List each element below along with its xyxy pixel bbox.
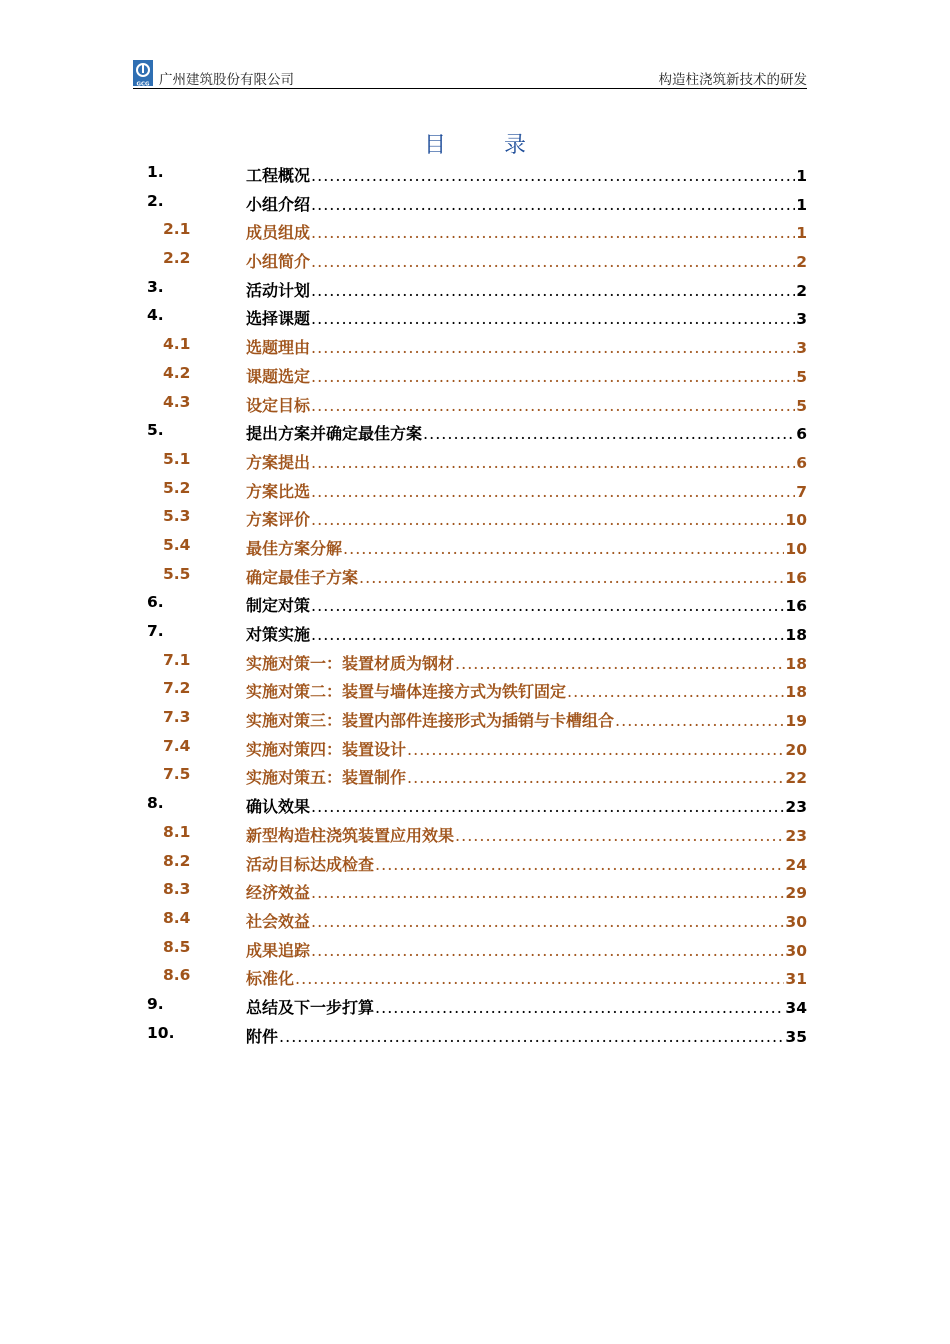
toc-entry-page: 23 bbox=[785, 798, 807, 817]
toc-entry-title: 实施对策四：装置设计 bbox=[246, 739, 407, 759]
toc-entry-number: 7.4 bbox=[163, 736, 191, 755]
toc-entry[interactable] bbox=[145, 732, 807, 761]
toc-dot-leader bbox=[375, 998, 784, 1017]
toc-entry-line bbox=[246, 220, 807, 243]
toc-entry-page: 30 bbox=[785, 912, 807, 931]
toc-entry-title: 标准化 bbox=[246, 969, 295, 989]
toc-dot-leader bbox=[567, 682, 784, 701]
toc-entry-number: 2. bbox=[147, 191, 164, 210]
toc-entry-line bbox=[246, 393, 807, 416]
toc-entry[interactable] bbox=[145, 560, 807, 589]
toc-entry-page: 24 bbox=[785, 855, 807, 874]
toc-entry-page: 34 bbox=[785, 998, 807, 1017]
toc-heading-left: 目 bbox=[423, 133, 446, 158]
toc-entry[interactable] bbox=[145, 1019, 807, 1048]
toc-entry-page: 1 bbox=[796, 224, 807, 243]
toc-entry-line bbox=[246, 249, 807, 272]
toc-entry-line bbox=[246, 192, 807, 215]
toc-entry-page: 20 bbox=[785, 740, 807, 759]
toc-dot-leader bbox=[279, 1027, 784, 1046]
toc-entry-page: 6 bbox=[796, 453, 807, 472]
toc-entry-number: 2.2 bbox=[163, 249, 191, 268]
toc-entry[interactable] bbox=[145, 933, 807, 962]
toc-dot-leader bbox=[311, 252, 795, 271]
toc-entry[interactable] bbox=[145, 961, 807, 990]
toc-entry-number: 8.3 bbox=[163, 880, 191, 899]
toc-entry-number: 7. bbox=[147, 622, 164, 640]
toc-entry-line bbox=[246, 794, 807, 817]
toc-entry-title: 选题理由 bbox=[246, 338, 311, 358]
toc-entry-title: 成果追踪 bbox=[246, 940, 311, 960]
toc-dot-leader bbox=[407, 740, 784, 759]
toc-dot-leader bbox=[455, 654, 784, 673]
toc-entry-line bbox=[246, 823, 807, 846]
toc-entry[interactable] bbox=[145, 301, 807, 330]
toc-entry-number: 1. bbox=[147, 163, 164, 181]
toc-entry-line bbox=[246, 479, 807, 502]
toc-entry-line bbox=[246, 938, 807, 961]
toc-entry-page: 2 bbox=[796, 281, 807, 300]
toc-entry[interactable] bbox=[145, 904, 807, 933]
toc-entry-line bbox=[246, 364, 807, 387]
toc-entry-line bbox=[246, 593, 807, 616]
toc-entry-title: 工程概况 bbox=[246, 166, 311, 185]
toc-entry-page: 3 bbox=[796, 339, 807, 358]
toc-entry-page: 5 bbox=[796, 367, 807, 386]
toc-entry-line bbox=[246, 708, 807, 731]
toc-entry-line bbox=[246, 679, 807, 702]
toc-entry-number: 10. bbox=[147, 1023, 175, 1042]
toc-entry-line bbox=[246, 507, 807, 530]
toc-entry-title: 方案提出 bbox=[246, 452, 311, 472]
toc-entry-number: 5.5 bbox=[163, 564, 191, 583]
toc-entry[interactable] bbox=[145, 703, 807, 732]
toc-dot-leader bbox=[311, 338, 795, 357]
toc-entry-line bbox=[246, 852, 807, 875]
toc-entry[interactable] bbox=[145, 502, 807, 531]
toc-entry-title: 选择课题 bbox=[246, 309, 311, 329]
toc-entry-number: 4.3 bbox=[163, 392, 191, 411]
toc-entry-line bbox=[246, 737, 807, 760]
toc-entry-title: 实施对策三：装置内部件连接形式为插销与卡槽组合 bbox=[246, 711, 615, 731]
toc-entry[interactable] bbox=[145, 617, 807, 646]
toc-entry-page: 22 bbox=[785, 769, 807, 788]
toc-dot-leader bbox=[311, 625, 784, 644]
toc-entry-page: 3 bbox=[796, 310, 807, 329]
toc-dot-leader bbox=[311, 453, 795, 472]
toc-entry-title: 确定最佳子方案 bbox=[246, 567, 359, 587]
toc-entry[interactable] bbox=[145, 359, 807, 388]
table-of-contents bbox=[145, 158, 807, 1047]
toc-entry[interactable] bbox=[145, 760, 807, 789]
toc-dot-leader bbox=[311, 797, 784, 816]
toc-entry[interactable] bbox=[145, 445, 807, 474]
toc-entry-line bbox=[246, 1024, 807, 1047]
toc-dot-leader bbox=[423, 424, 795, 443]
toc-entry-page: 18 bbox=[785, 626, 807, 644]
toc-entry-page: 35 bbox=[785, 1027, 807, 1046]
toc-entry-page: 2 bbox=[796, 253, 807, 272]
toc-entry-number: 6. bbox=[147, 593, 164, 612]
toc-entry-number: 7.3 bbox=[163, 708, 191, 727]
toc-entry-title: 经济效益 bbox=[246, 883, 311, 903]
toc-dot-leader bbox=[311, 883, 784, 902]
toc-entry-title: 方案评价 bbox=[246, 510, 311, 530]
toc-entry-number: 3. bbox=[147, 277, 164, 296]
toc-entry-number: 5.1 bbox=[163, 449, 191, 468]
toc-entry[interactable] bbox=[145, 215, 807, 244]
toc-entry-title: 成员组成 bbox=[246, 223, 311, 243]
document-title: 构造柱浇筑新技术的研发 bbox=[658, 72, 807, 88]
toc-entry-title: 实施对策五：装置制作 bbox=[246, 768, 407, 788]
toc-entry-title: 新型构造柱浇筑装置应用效果 bbox=[246, 825, 455, 845]
header-divider bbox=[133, 88, 807, 89]
toc-entry[interactable] bbox=[145, 244, 807, 273]
toc-heading-right: 录 bbox=[504, 133, 527, 158]
toc-dot-leader bbox=[311, 223, 795, 242]
toc-entry[interactable] bbox=[145, 789, 807, 818]
toc-entry-number: 7.5 bbox=[163, 765, 191, 784]
toc-dot-leader bbox=[615, 711, 784, 730]
toc-entry-line bbox=[246, 651, 807, 674]
toc-entry-number: 8. bbox=[147, 794, 164, 813]
toc-entry-number: 5.3 bbox=[163, 507, 191, 526]
toc-dot-leader bbox=[295, 969, 784, 988]
toc-entry-number: 5.4 bbox=[163, 535, 191, 554]
toc-entry-line bbox=[246, 163, 807, 186]
logo-text: GCG bbox=[136, 81, 150, 86]
toc-entry-line bbox=[246, 966, 807, 989]
toc-entry-title: 最佳方案分解 bbox=[246, 538, 343, 558]
toc-entry[interactable] bbox=[145, 474, 807, 503]
toc-entry-title: 确认效果 bbox=[246, 797, 311, 817]
toc-entry-title: 对策实施 bbox=[246, 625, 311, 644]
toc-entry-page: 19 bbox=[785, 712, 807, 731]
toc-entry-page: 1 bbox=[796, 195, 807, 214]
toc-entry[interactable] bbox=[145, 818, 807, 847]
toc-entry-title: 总结及下一步打算 bbox=[246, 997, 375, 1017]
toc-dot-leader bbox=[407, 768, 784, 787]
toc-entry-number: 4. bbox=[147, 306, 164, 325]
toc-dot-leader bbox=[311, 166, 795, 185]
toc-entry-title: 活动目标达成检查 bbox=[246, 854, 375, 874]
toc-entry-line bbox=[246, 995, 807, 1018]
toc-entry[interactable] bbox=[145, 847, 807, 876]
toc-entry[interactable] bbox=[145, 158, 807, 187]
toc-entry-title: 设定目标 bbox=[246, 395, 311, 415]
toc-dot-leader bbox=[311, 596, 784, 615]
toc-entry-title: 附件 bbox=[246, 1026, 279, 1046]
toc-dot-leader bbox=[311, 510, 784, 529]
company-logo bbox=[133, 60, 153, 86]
toc-entry-title: 活动计划 bbox=[246, 280, 311, 300]
toc-entry-number: 4.2 bbox=[163, 363, 191, 382]
toc-entry[interactable] bbox=[145, 646, 807, 675]
toc-dot-leader bbox=[311, 941, 784, 960]
toc-entry-title: 实施对策二：装置与墙体连接方式为铁钉固定 bbox=[246, 682, 567, 702]
toc-dot-leader bbox=[311, 482, 795, 501]
toc-entry-line bbox=[246, 622, 807, 645]
toc-entry-page: 10 bbox=[785, 511, 807, 530]
toc-entry-page: 10 bbox=[785, 539, 807, 558]
page-header bbox=[133, 58, 807, 88]
toc-dot-leader bbox=[311, 309, 795, 328]
toc-dot-leader bbox=[311, 367, 795, 386]
toc-dot-leader bbox=[343, 539, 784, 558]
toc-entry[interactable] bbox=[145, 273, 807, 302]
toc-entry[interactable] bbox=[145, 990, 807, 1019]
toc-entry-title: 方案比选 bbox=[246, 481, 311, 501]
toc-dot-leader bbox=[311, 912, 784, 931]
toc-entry-line bbox=[246, 335, 807, 358]
toc-entry-page: 31 bbox=[785, 970, 807, 989]
toc-entry-page: 30 bbox=[785, 941, 807, 960]
toc-entry-line bbox=[246, 450, 807, 473]
toc-entry[interactable] bbox=[145, 531, 807, 560]
company-name: 广州建筑股份有限公司 bbox=[159, 72, 294, 88]
toc-entry-number: 7.1 bbox=[163, 650, 191, 669]
toc-entry-page: 18 bbox=[785, 683, 807, 702]
toc-entry-title: 实施对策一：装置材质为钢材 bbox=[246, 653, 455, 673]
toc-entry-number: 8.1 bbox=[163, 822, 191, 841]
toc-dot-leader bbox=[311, 396, 795, 415]
toc-entry-number: 2.1 bbox=[163, 220, 191, 239]
toc-entry-number: 8.4 bbox=[163, 908, 191, 927]
toc-entry-line bbox=[246, 880, 807, 903]
toc-entry[interactable] bbox=[145, 416, 807, 445]
toc-entry-page: 29 bbox=[785, 884, 807, 903]
toc-entry[interactable] bbox=[145, 187, 807, 216]
toc-entry-number: 7.2 bbox=[163, 679, 191, 698]
toc-entry-title: 制定对策 bbox=[246, 596, 311, 616]
toc-entry-line bbox=[246, 909, 807, 932]
toc-entry[interactable] bbox=[145, 330, 807, 359]
toc-dot-leader bbox=[359, 568, 784, 587]
toc-entry-page: 23 bbox=[785, 826, 807, 845]
toc-dot-leader bbox=[311, 195, 795, 214]
toc-entry-line bbox=[246, 278, 807, 301]
toc-dot-leader bbox=[311, 281, 795, 300]
toc-entry-title: 课题选定 bbox=[246, 366, 311, 386]
toc-entry[interactable] bbox=[145, 388, 807, 417]
toc-dot-leader bbox=[455, 826, 784, 845]
toc-entry[interactable] bbox=[145, 588, 807, 617]
toc-entry-title: 社会效益 bbox=[246, 911, 311, 931]
toc-entry-line bbox=[246, 536, 807, 559]
toc-heading bbox=[0, 128, 950, 159]
toc-entry-number: 5.2 bbox=[163, 478, 191, 497]
toc-entry-page: 16 bbox=[785, 568, 807, 587]
toc-entry[interactable] bbox=[145, 674, 807, 703]
toc-entry-line bbox=[246, 421, 807, 444]
toc-entry-number: 4.1 bbox=[163, 335, 191, 354]
toc-entry-page: 5 bbox=[796, 396, 807, 415]
toc-entry-page: 16 bbox=[785, 597, 807, 616]
toc-entry-line bbox=[246, 306, 807, 329]
toc-entry-page: 6 bbox=[796, 425, 807, 444]
toc-entry-number: 9. bbox=[147, 994, 164, 1013]
toc-entry-number: 5. bbox=[147, 421, 164, 440]
toc-entry-number: 8.5 bbox=[163, 937, 191, 956]
toc-entry-line bbox=[246, 565, 807, 588]
toc-dot-leader bbox=[375, 855, 784, 874]
toc-entry-title: 小组简介 bbox=[246, 252, 311, 272]
toc-entry-number: 8.6 bbox=[163, 966, 191, 985]
toc-entry-page: 1 bbox=[796, 167, 807, 185]
toc-entry-line bbox=[246, 765, 807, 788]
toc-entry-page: 18 bbox=[785, 654, 807, 673]
toc-entry-title: 小组介绍 bbox=[246, 194, 311, 214]
toc-entry-page: 7 bbox=[796, 482, 807, 501]
toc-entry-title: 提出方案并确定最佳方案 bbox=[246, 424, 423, 444]
toc-entry-number: 8.2 bbox=[163, 851, 191, 870]
toc-entry[interactable] bbox=[145, 875, 807, 904]
